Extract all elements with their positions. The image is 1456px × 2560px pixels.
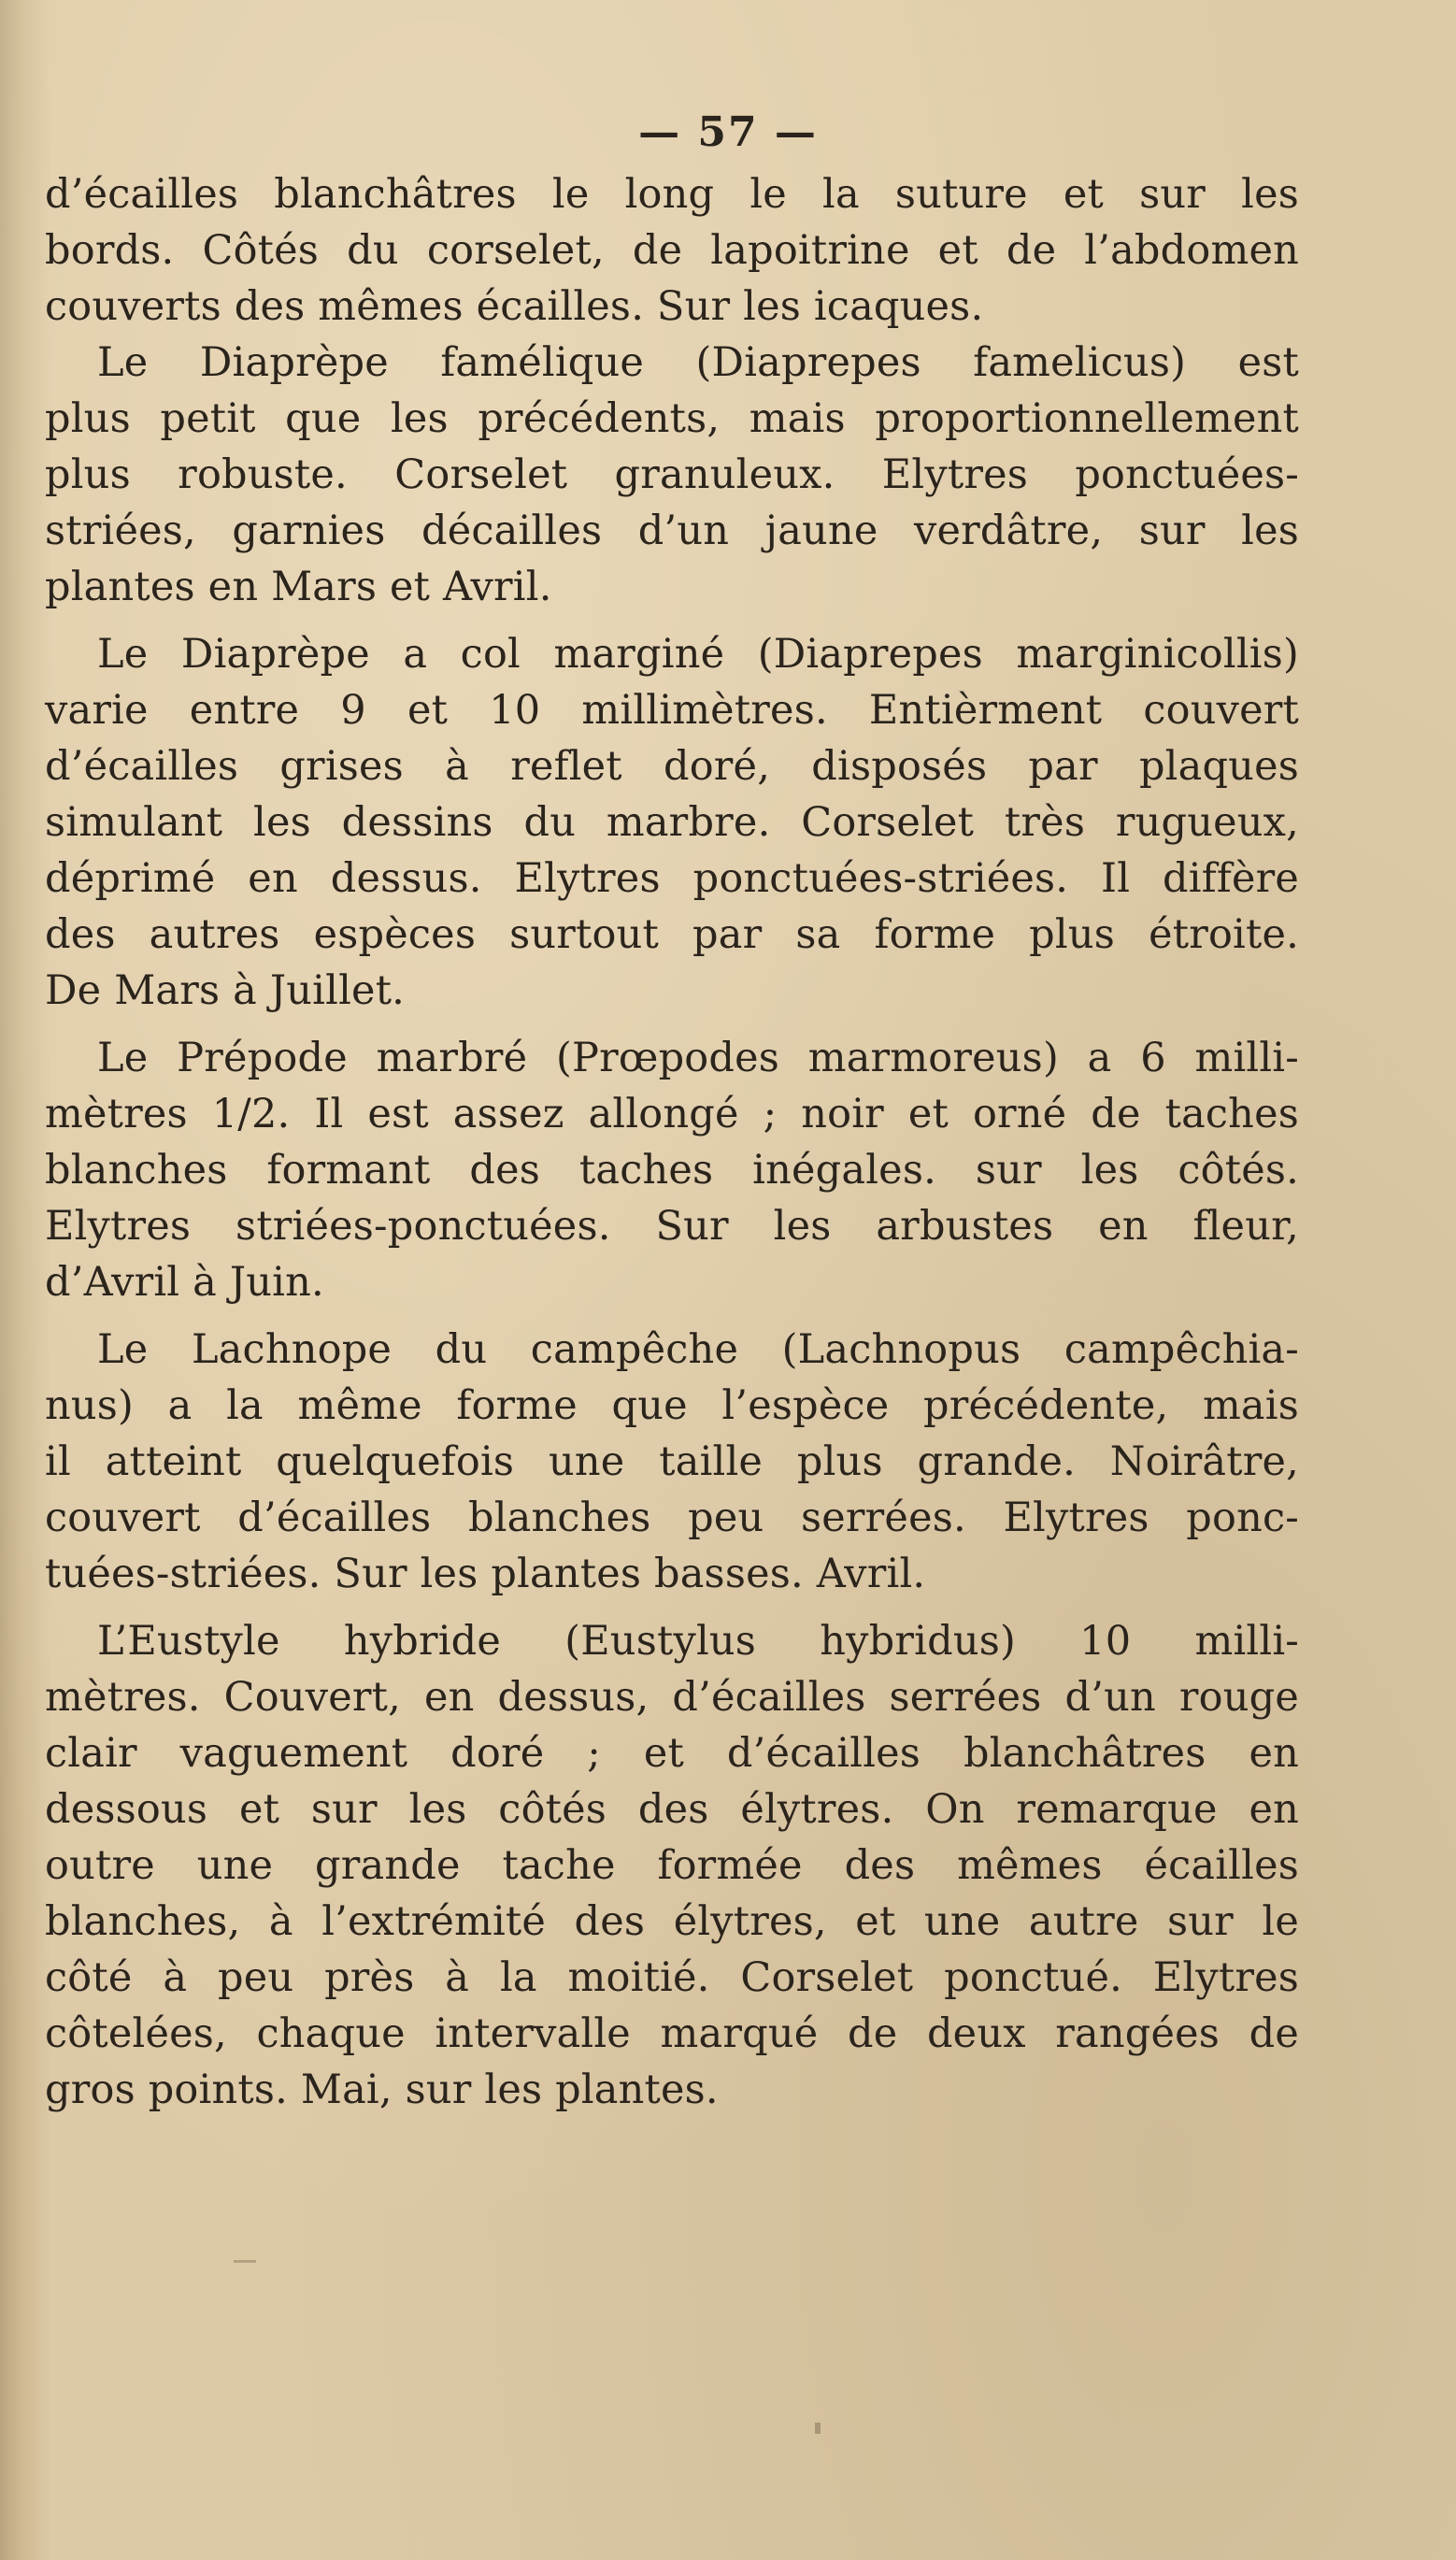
text-line: outre une grande tache formée des mêmes écailles xyxy=(45,1842,1299,1889)
text-line: il atteint quelquefois une taille plus grande. Noirâtre, xyxy=(45,1438,1299,1485)
text-line: plus petit que les précédents, mais proportionnellement xyxy=(45,395,1299,442)
text-line: dessous et sur les côtés des élytres. On remarque en xyxy=(45,1786,1299,1833)
text-line: blanches formant des taches inégales. sur les côtés. xyxy=(45,1147,1299,1194)
paragraph-4 xyxy=(45,1030,1299,1310)
paragraph-5 xyxy=(45,1322,1299,1602)
text-line: L’Eustyle hybride (Eustylus hybridus) 10 milli- xyxy=(97,1618,1299,1665)
text-line: bords. Côtés du corselet, de lapoitrine et de l’abdomen xyxy=(45,227,1299,274)
text-line: mètres 1/2. Il est assez allongé ; noir et orné de taches xyxy=(45,1091,1299,1137)
text-line: plus robuste. Corselet granuleux. Elytres ponctuées- xyxy=(45,451,1299,498)
text-line: des autres espèces surtout par sa forme plus étroite. xyxy=(45,911,1299,958)
text-line: Le Diaprèpe famélique (Diaprepes famelicus) est xyxy=(97,339,1299,386)
paragraph-2 xyxy=(45,335,1299,615)
text-line: d’écailles blanchâtres le long le la suture et sur les xyxy=(45,171,1299,218)
text-line: Elytres striées-ponctuées. Sur les arbustes en fleur, xyxy=(45,1203,1299,1250)
paragraph-6 xyxy=(45,1613,1299,2118)
text-line: côtelées, chaque intervalle marqué de deux rangées de xyxy=(45,2010,1299,2057)
text-line: tuées-striées. Sur les plantes basses. Avril. xyxy=(45,1551,926,1597)
text-line: Le Diaprèpe a col marginé (Diaprepes marginicollis) xyxy=(97,631,1299,678)
page-number: — 57 — xyxy=(638,108,818,156)
ink-dot xyxy=(815,2423,821,2434)
text-line: simulant les dessins du marbre. Corselet très rugueux, xyxy=(45,799,1299,846)
text-line: blanches, à l’extrémité des élytres, et une autre sur le xyxy=(45,1898,1299,1945)
text-line: Le Lachnope du campêche (Lachnopus campêchia- xyxy=(97,1326,1299,1373)
text-line: plantes en Mars et Avril. xyxy=(45,564,552,610)
text-line: mètres. Couvert, en dessus, d’écailles serrées d’un rouge xyxy=(45,1674,1299,1721)
text-line: striées, garnies décailles d’un jaune verdâtre, sur les xyxy=(45,508,1299,554)
ink-mark xyxy=(234,2260,256,2263)
text-line: côté à peu près à la moitié. Corselet ponctué. Elytres xyxy=(45,1954,1299,2001)
page-text xyxy=(45,166,1299,2118)
text-line: Le Prépode marbré (Prœpodes marmoreus) a 6 milli- xyxy=(97,1035,1299,1081)
text-line: d’écailles grises à reflet doré, disposés par plaques xyxy=(45,743,1299,790)
text-line: gros points. Mai, sur les plantes. xyxy=(45,2067,719,2113)
text-line: d’Avril à Juin. xyxy=(45,1259,324,1306)
paragraph-3 xyxy=(45,626,1299,1019)
text-line: clair vaguement doré ; et d’écailles blanchâtres en xyxy=(45,1730,1299,1777)
text-line: De Mars à Juillet. xyxy=(45,967,406,1014)
text-line: varie entre 9 et 10 millimètres. Entièrment couvert xyxy=(45,687,1299,734)
paragraph-1 xyxy=(45,166,1299,335)
text-line: nus) a la même forme que l’espèce précédente, mais xyxy=(45,1382,1299,1429)
text-line: couvert d’écailles blanches peu serrées. Elytres ponc- xyxy=(45,1495,1299,1541)
text-line: déprimé en dessus. Elytres ponctuées-striées. Il diffère xyxy=(45,855,1299,902)
text-line: couverts des mêmes écailles. Sur les icaques. xyxy=(45,283,984,330)
